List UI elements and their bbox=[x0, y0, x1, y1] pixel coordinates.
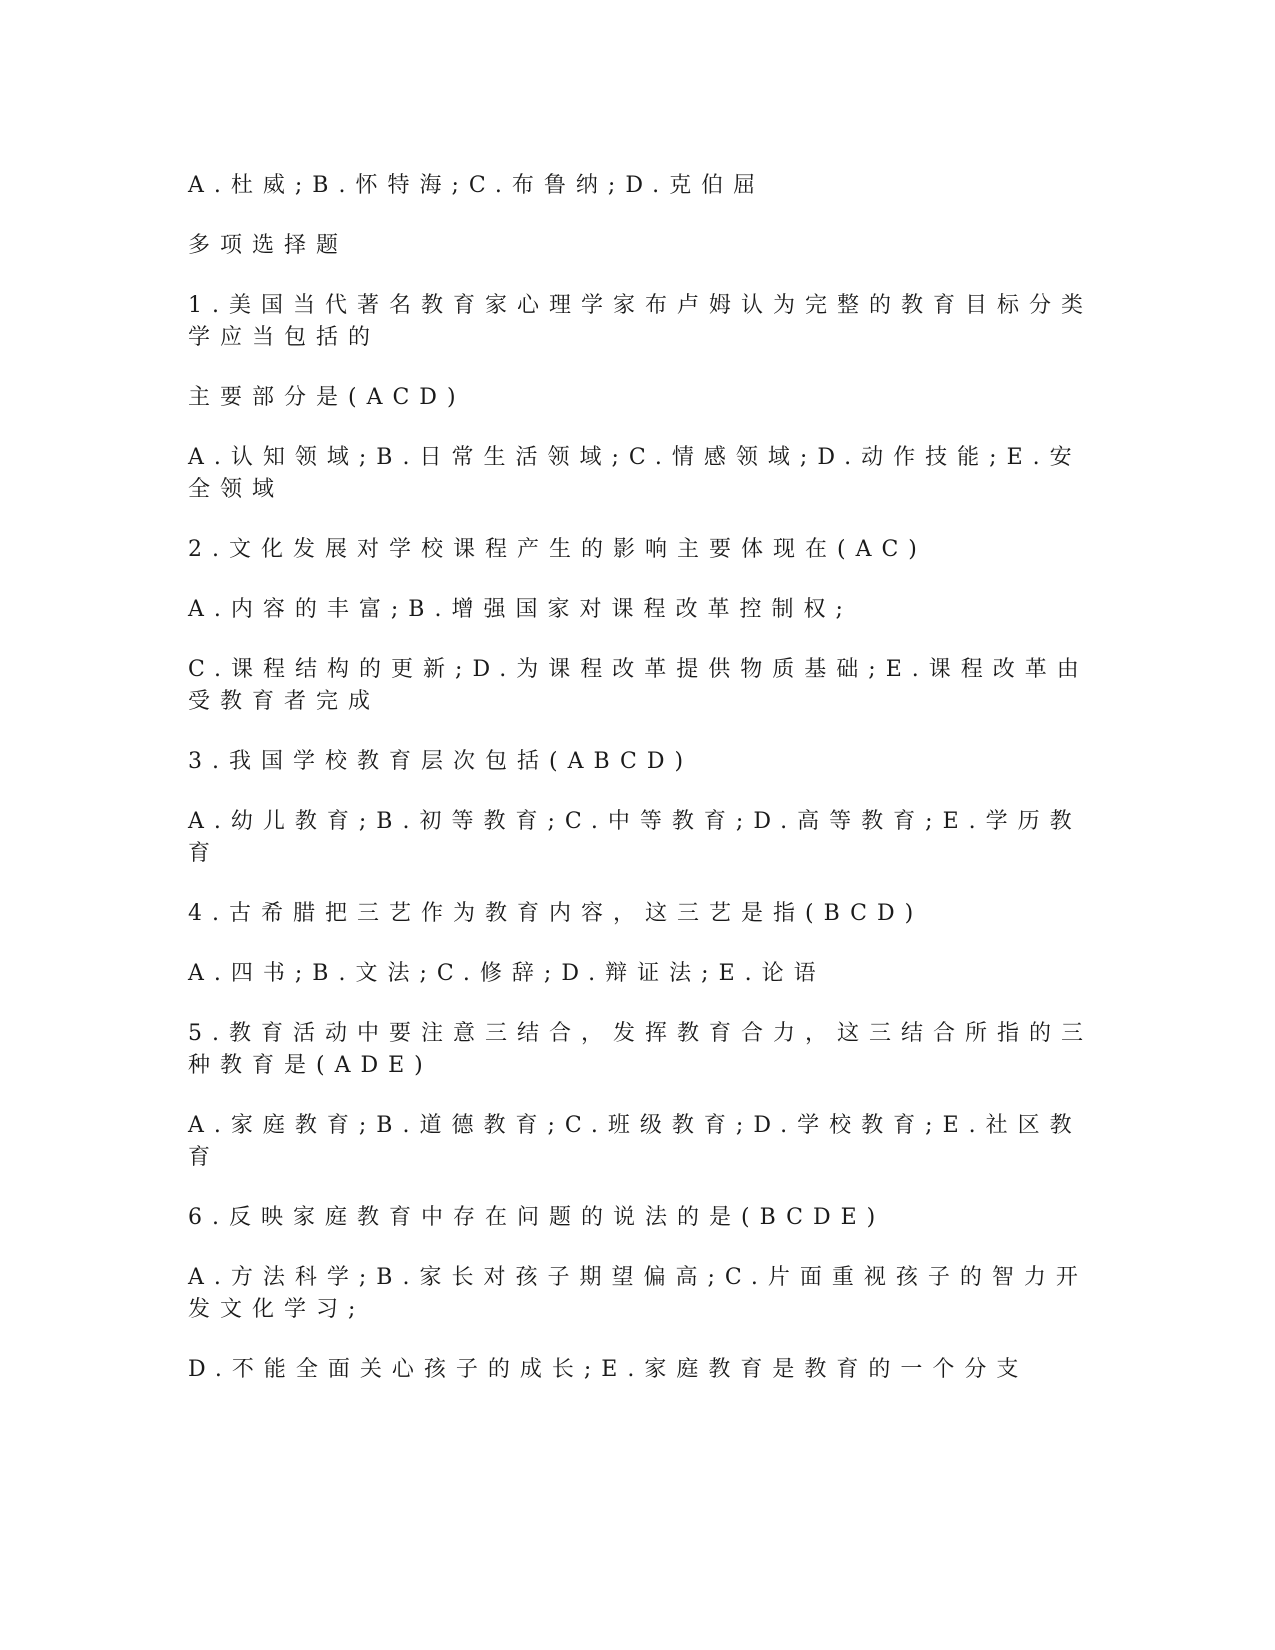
question-6-options-d-e: D.不能全面关心孩子的成长;E.家庭教育是教育的一个分支 bbox=[188, 1357, 1029, 1382]
question-1: 1.美国当代著名教育家心理学家布卢姆认为完整的教育目标分类学应当包括的 bbox=[188, 293, 1093, 350]
question-2: 2.文化发展对学校课程产生的影响主要体现在(AC) bbox=[188, 537, 927, 562]
answer-options-line: A.杜威;B.怀特海;C.布鲁纳;D.克伯屈 bbox=[188, 173, 766, 198]
document-body bbox=[188, 170, 1098, 1414]
question-2-options-c-e: C.课程结构的更新;D.为课程改革提供物质基础;E.课程改革由受教育者完成 bbox=[188, 657, 1089, 714]
question-5: 5.教育活动中要注意三结合，发挥教育合力，这三结合所指的三种教育是(ADE) bbox=[188, 1021, 1093, 1078]
question-4-options: A.四书;B.文法;C.修辞;D.辩证法;E.论语 bbox=[188, 961, 826, 986]
question-3: 3.我国学校教育层次包括(ABCD) bbox=[188, 749, 694, 774]
section-heading: 多项选择题 bbox=[188, 233, 349, 258]
question-5-options: A.家庭教育;B.道德教育;C.班级教育;D.学校教育;E.社区教育 bbox=[188, 1113, 1082, 1170]
question-1-options: A.认知领域;B.日常生活领域;C.情感领域;D.动作技能;E.安全领域 bbox=[188, 445, 1082, 502]
question-1-continued: 主要部分是(ACD) bbox=[188, 385, 466, 410]
question-6: 6.反映家庭教育中存在问题的说法的是(BCDE) bbox=[188, 1205, 886, 1230]
question-3-options: A.幼儿教育;B.初等教育;C.中等教育;D.高等教育;E.学历教育 bbox=[188, 809, 1082, 866]
question-2-options-a-b: A.内容的丰富;B.增强国家对课程改革控制权; bbox=[188, 597, 853, 622]
question-4: 4.古希腊把三艺作为教育内容，这三艺是指(BCD) bbox=[188, 901, 924, 926]
question-6-options-a-c: A.方法科学;B.家长对孩子期望偏高;C.片面重视孩子的智力开发文化学习; bbox=[188, 1265, 1088, 1322]
